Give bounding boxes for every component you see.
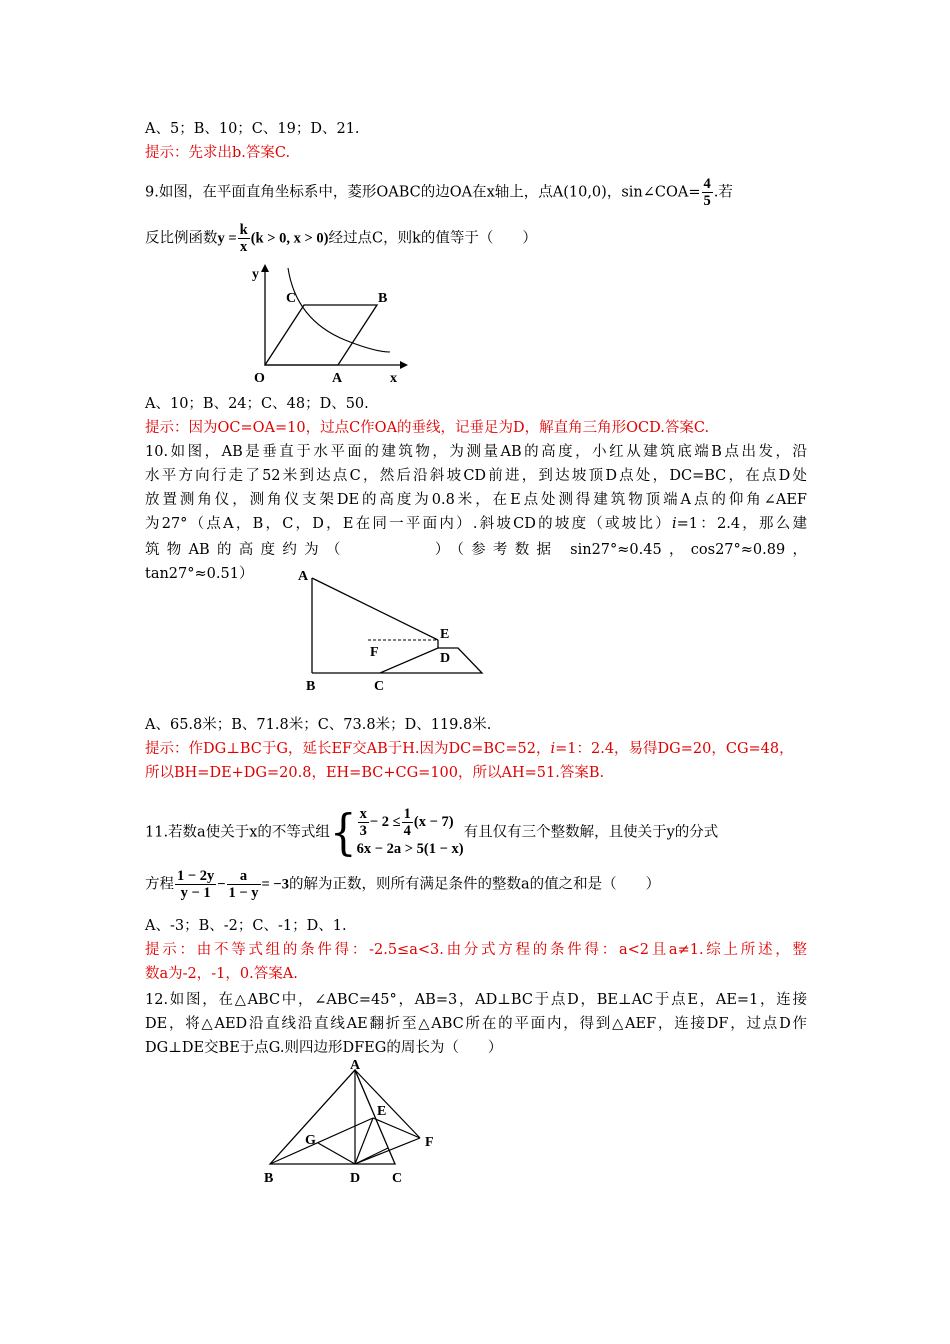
q8-options: A、5；B、10；C、19；D、21. (145, 121, 360, 137)
q10-line6: tan27°≈0.51） (145, 566, 254, 582)
q9-func-den: x (240, 239, 248, 255)
q9-line1 (145, 176, 733, 209)
q9-figure (250, 260, 410, 385)
q12-figure (260, 1058, 440, 1188)
q11-ineq1-b-num: 1 (403, 806, 411, 822)
q11-eq-a-den: y − 1 (180, 885, 211, 901)
q11-eq-b-num: a (227, 868, 261, 885)
q11-inequality-system (357, 806, 464, 859)
q9-func-num: k (239, 222, 248, 238)
q9-label-O: O (254, 371, 265, 386)
q9-sin-den: 5 (703, 193, 711, 209)
q10-label-A: A (298, 569, 309, 584)
q9-label-A: A (332, 371, 343, 386)
q10-label-B: B (306, 679, 316, 694)
q10-hint2: 所以BH=DE+DG=20.8，EH=BC+CG=100，所以AH=51.答案B. (145, 765, 605, 781)
q10-figure (290, 568, 490, 693)
q10-label-C: C (374, 679, 385, 694)
q12-label-D: D (350, 1171, 361, 1186)
q10-line4-i: i (672, 516, 677, 532)
q11-eq-frac-a (175, 868, 216, 901)
q9-line1-post: .若 (713, 184, 733, 201)
q10-label-E: E (440, 627, 450, 642)
q12-line2: DE，将△AED沿直线沿直线AE翻折至△ABC所在的平面内，得到△AEF，连接DF，过点D作 (145, 1016, 807, 1032)
q10-label-F: F (370, 645, 379, 660)
q12-label-G: G (305, 1133, 316, 1148)
q8-hint: 提示：先求出b.答案C. (145, 145, 291, 161)
q12-label-B: B (264, 1171, 274, 1186)
q11-ineq1-a-num: x (359, 806, 367, 822)
q9-options: A、10；B、24；C、48；D、50. (145, 396, 369, 412)
q11-hint2: 数a为-2，-1，0.答案A. (145, 966, 298, 982)
q10-hint1-pre: 提示：作DG⊥BC于G，延长EF交AB于H.因为DC=BC=52， (145, 741, 551, 757)
q11-line1-post: 有且仅有三个整数解，且使关于y的分式 (463, 824, 719, 841)
q9-sin-num: 4 (703, 176, 711, 192)
q11-ineq1-mid: − 2 ≤ (369, 813, 401, 830)
q10-line3: 放置测角仪，测角仪支架DE的高度为0.8米，在E点处测得建筑物顶端A点的仰角∠AEF (145, 492, 807, 508)
q9-hint: 提示：因为OC=OA=10，过点C作OA的垂线，记垂足为D，解直角三角形OCD.答案C. (145, 420, 710, 436)
q9-line1-pre: 9.如图，在平面直角坐标系中，菱形OABC的边OA在x轴上，点A(10,0)，sin∠COA= (145, 184, 701, 201)
q12-label-A: A (350, 1058, 361, 1073)
q10-hint1-post: =1：2.4，易得DG=20，CG=48， (555, 741, 794, 757)
q12-line1: 12.如图，在△ABC中，∠ABC=45°，AB=3，AD⊥BC于点D，BE⊥AC于点E，AE=1，连接 (145, 992, 807, 1008)
q11-line1 (145, 803, 719, 861)
q10-hint1 (145, 739, 794, 759)
q11-ineq1-a-den: 3 (359, 823, 367, 839)
q11-eq-a-num: 1 − 2y (177, 868, 215, 884)
q10-line5: 筑物AB的高度约为（ ）（参考数据 sin27°≈0.45，cos27°≈0.89， (145, 542, 807, 558)
q11-ineq1-frac-b (402, 806, 413, 839)
q11-ineq1 (357, 806, 464, 839)
q12-label-C: C (392, 1171, 403, 1186)
q11-line2 (145, 868, 660, 901)
q10-line1: 10.如图，AB是垂直于水平面的建筑物，为测量AB的高度，小红从建筑底端B点出发，沿 (145, 444, 807, 460)
q10-line4 (145, 514, 807, 534)
q11-ineq1-b-den: 4 (403, 823, 411, 839)
q9-func-cond: (k > 0, x > 0) (250, 230, 329, 247)
q10-label-D: D (440, 651, 451, 666)
q10-line2: 水平方向行走了52米到达点C，然后沿斜坡CD前进，到达坡顶D点处，DC=BC，在点D处 (145, 468, 807, 484)
q9-func-fraction (238, 222, 250, 255)
q11-eq-rhs: = −3 (261, 876, 289, 893)
q9-label-C: C (286, 291, 297, 306)
q11-ineq2: 6x − 2a > 5(1 − x) (356, 841, 464, 857)
q9-label-x: x (390, 371, 397, 386)
q10-line4-post: =1：2.4，那么建 (676, 516, 807, 532)
q9-func-y: y = (217, 230, 237, 247)
q10-line4-pre: 为27°（点A，B，C，D，E在同一平面内）.斜坡CD的坡度（或坡比） (145, 516, 672, 532)
q11-options: A、-3；B、-2；C、-1；D、1. (145, 918, 347, 934)
q9-line2 (145, 222, 537, 255)
q10-options: A、65.8米；B、71.8米；C、73.8米；D、119.8米. (145, 717, 492, 733)
q11-ineq1-frac-a (358, 806, 369, 839)
q9-sin-fraction (702, 176, 713, 209)
q11-line2-pre: 方程 (145, 876, 174, 893)
q11-eq-minus: − (217, 876, 226, 893)
q12-label-E: E (377, 1104, 387, 1119)
q10-hint1-i: i (550, 741, 556, 757)
q11-line2-post: 的解为正数，则所有满足条件的整数a的值之和是（ ） (288, 876, 661, 893)
q11-hint1: 提示：由不等式组的条件得：-2.5≤a<3.由分式方程的条件得：a<2且a≠1.综上所述，整 (145, 942, 807, 958)
q9-label-y: y (252, 267, 259, 282)
q9-line2-pre: 反比例函数 (145, 230, 218, 247)
q11-brace: { (329, 803, 357, 861)
q9-line2-post: 经过点C，则k的值等于（ ） (328, 230, 537, 247)
q11-eq-frac-b (227, 868, 261, 901)
q11-ineq1-post: (x − 7) (413, 813, 454, 830)
q12-label-F: F (425, 1135, 434, 1150)
q12-line3: DG⊥DE交BE于点G.则四边形DFEG的周长为（ ） (145, 1040, 503, 1056)
q11-line1-pre: 11.若数a使关于x的不等式组 (145, 824, 330, 841)
q11-eq-b-den: 1 − y (228, 885, 259, 901)
q9-label-B: B (378, 291, 388, 306)
